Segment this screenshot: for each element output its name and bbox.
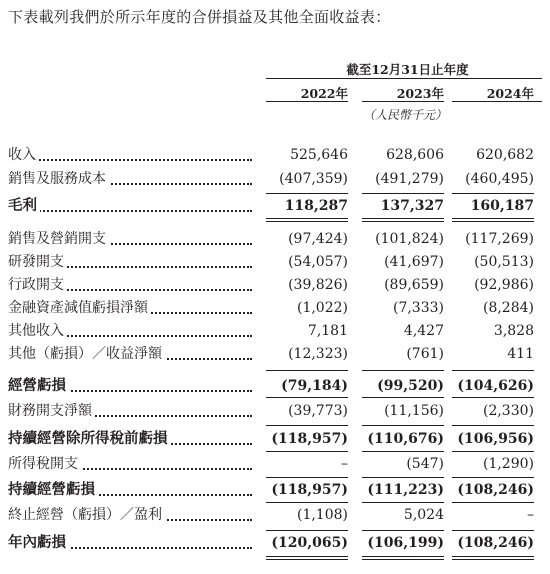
period-underline bbox=[266, 78, 542, 79]
value-cell: (41,697) bbox=[384, 254, 444, 270]
table-row bbox=[8, 532, 542, 554]
row-label-cell bbox=[8, 453, 252, 475]
row-label-cell bbox=[8, 144, 252, 166]
subtotal-rule bbox=[452, 477, 534, 478]
row-label-cell bbox=[8, 297, 252, 319]
year-underline bbox=[266, 101, 348, 102]
table-row bbox=[8, 274, 542, 296]
unit-label: （人民幣千元） bbox=[362, 108, 447, 122]
value-cell: (39,826) bbox=[288, 277, 348, 293]
value-cell: (108,246) bbox=[457, 535, 534, 551]
table-row bbox=[8, 453, 542, 475]
value-cell: 137,327 bbox=[380, 198, 444, 214]
subtotal-rule bbox=[452, 530, 534, 531]
row-label: 持續經營除所得稅前虧損 bbox=[8, 430, 171, 447]
subtotal-rule bbox=[452, 370, 534, 371]
value-cell: (12,323) bbox=[288, 346, 348, 362]
value-cell: (11,156) bbox=[384, 403, 444, 419]
row-label-cell bbox=[8, 320, 252, 342]
value-cell: 628,606 bbox=[386, 147, 444, 163]
row-label: 其他收入 bbox=[8, 323, 67, 339]
value-cell: (7,333) bbox=[392, 300, 444, 316]
value-cell: (106,956) bbox=[457, 431, 534, 447]
table-row bbox=[8, 428, 542, 450]
row-label-cell bbox=[8, 479, 252, 501]
row-label: 研發開支 bbox=[8, 254, 67, 270]
leader-dots bbox=[8, 210, 252, 212]
table-row bbox=[8, 320, 542, 342]
value-cell: (118,957) bbox=[271, 482, 348, 498]
value-cell: (79,184) bbox=[281, 378, 348, 394]
value-cell: (50,513) bbox=[474, 254, 534, 270]
row-label-cell bbox=[8, 168, 252, 190]
double-underline bbox=[362, 556, 444, 560]
value-cell: – bbox=[341, 456, 348, 472]
value-cell: (1,022) bbox=[296, 300, 348, 316]
subtotal-rule bbox=[266, 425, 348, 426]
subtotal-rule bbox=[362, 477, 444, 478]
value-cell: (491,279) bbox=[375, 171, 444, 187]
table-row bbox=[8, 297, 542, 319]
subtotal-rule bbox=[266, 193, 348, 194]
value-cell: (8,284) bbox=[482, 300, 534, 316]
double-underline bbox=[266, 218, 348, 222]
value-cell: (1,290) bbox=[482, 456, 534, 472]
subtotal-rule bbox=[266, 397, 348, 398]
table-row bbox=[8, 251, 542, 273]
subtotal-rule bbox=[266, 370, 348, 371]
table-row bbox=[8, 479, 542, 501]
table-row bbox=[8, 400, 542, 422]
value-cell: – bbox=[527, 507, 534, 523]
value-cell: 4,427 bbox=[403, 323, 444, 339]
row-label-cell bbox=[8, 504, 252, 526]
value-cell: 160,187 bbox=[470, 198, 534, 214]
year-header-2022: 2022年 bbox=[300, 86, 348, 101]
subtotal-rule bbox=[362, 530, 444, 531]
value-cell: (92,986) bbox=[474, 277, 534, 293]
double-underline bbox=[362, 218, 444, 222]
subtotal-rule bbox=[452, 502, 534, 503]
table-row bbox=[8, 375, 542, 397]
table-row bbox=[8, 144, 542, 166]
row-label: 其他（虧損）／收益淨額 bbox=[8, 346, 165, 362]
value-cell: 620,682 bbox=[476, 147, 534, 163]
value-cell: (97,424) bbox=[288, 231, 348, 247]
value-cell: (547) bbox=[406, 456, 444, 472]
value-cell: (104,626) bbox=[457, 378, 534, 394]
row-label: 銷售及服務成本 bbox=[8, 171, 109, 187]
row-label-cell bbox=[8, 400, 252, 422]
value-cell: (99,520) bbox=[377, 378, 444, 394]
row-label: 經營虧損 bbox=[8, 377, 69, 394]
row-label-cell bbox=[8, 428, 252, 450]
value-cell: (2,330) bbox=[482, 403, 534, 419]
value-cell: (761) bbox=[406, 346, 444, 362]
double-underline bbox=[452, 556, 534, 560]
value-cell: (108,246) bbox=[457, 482, 534, 498]
value-cell: (111,223) bbox=[367, 482, 444, 498]
year-header-2023: 2023年 bbox=[396, 86, 444, 101]
row-label-cell bbox=[8, 532, 252, 554]
double-underline bbox=[452, 218, 534, 222]
year-underline bbox=[452, 101, 542, 102]
row-label: 行政開支 bbox=[8, 277, 67, 293]
subtotal-rule bbox=[362, 193, 444, 194]
row-label: 所得稅開支 bbox=[8, 456, 81, 472]
value-cell: (101,824) bbox=[375, 231, 444, 247]
row-label-cell bbox=[8, 343, 252, 365]
subtotal-rule bbox=[362, 370, 444, 371]
row-label-cell bbox=[8, 375, 252, 397]
table-row bbox=[8, 228, 542, 250]
value-cell: (106,199) bbox=[367, 535, 444, 551]
subtotal-rule bbox=[362, 502, 444, 503]
value-cell: 525,646 bbox=[290, 147, 348, 163]
subtotal-rule bbox=[266, 451, 348, 452]
row-label-cell bbox=[8, 195, 252, 217]
year-header-2024: 2024年 bbox=[486, 86, 534, 101]
leader-dots bbox=[8, 159, 252, 161]
row-label: 持續經營虧損 bbox=[8, 481, 98, 498]
subtotal-rule bbox=[266, 530, 348, 531]
value-cell: 5,024 bbox=[403, 507, 444, 523]
row-label-cell bbox=[8, 251, 252, 273]
value-cell: (39,773) bbox=[288, 403, 348, 419]
table-row bbox=[8, 168, 542, 190]
value-cell: 411 bbox=[507, 346, 534, 362]
subtotal-rule bbox=[266, 502, 348, 503]
subtotal-rule bbox=[362, 451, 444, 452]
value-cell: (1,108) bbox=[296, 507, 348, 523]
subtotal-rule bbox=[266, 477, 348, 478]
row-label: 金融資產減值虧損淨額 bbox=[8, 300, 151, 316]
row-label-cell bbox=[8, 274, 252, 296]
row-label: 終止經營（虧損）／盈利 bbox=[8, 507, 165, 523]
value-cell: 7,181 bbox=[307, 323, 348, 339]
table-row bbox=[8, 504, 542, 526]
row-label: 收入 bbox=[8, 147, 39, 163]
row-label-cell bbox=[8, 228, 252, 250]
subtotal-rule bbox=[362, 425, 444, 426]
value-cell: (89,659) bbox=[384, 277, 444, 293]
subtotal-rule bbox=[452, 425, 534, 426]
period-header: 截至12月31日止年度 bbox=[346, 62, 469, 77]
value-cell: 3,828 bbox=[493, 323, 534, 339]
table-row bbox=[8, 343, 542, 365]
value-cell: (407,359) bbox=[279, 171, 348, 187]
value-cell: (120,065) bbox=[271, 535, 348, 551]
subtotal-rule bbox=[452, 193, 534, 194]
value-cell: (117,269) bbox=[465, 231, 534, 247]
double-underline bbox=[266, 556, 348, 560]
row-label: 毛利 bbox=[8, 197, 40, 214]
year-underline bbox=[362, 101, 444, 102]
subtotal-rule bbox=[452, 397, 534, 398]
value-cell: (110,676) bbox=[367, 431, 444, 447]
value-cell: 118,287 bbox=[284, 198, 348, 214]
row-label: 財務開支淨額 bbox=[8, 403, 95, 419]
row-label: 年內虧損 bbox=[8, 534, 69, 551]
row-label: 銷售及營銷開支 bbox=[8, 231, 109, 247]
intro-text: 下表載列我們於所示年度的合併損益及其他全面收益表： bbox=[8, 8, 391, 26]
subtotal-rule bbox=[362, 397, 444, 398]
subtotal-rule bbox=[452, 451, 534, 452]
value-cell: (460,495) bbox=[465, 171, 534, 187]
value-cell: (118,957) bbox=[271, 431, 348, 447]
value-cell: (54,057) bbox=[288, 254, 348, 270]
table-row bbox=[8, 195, 542, 217]
